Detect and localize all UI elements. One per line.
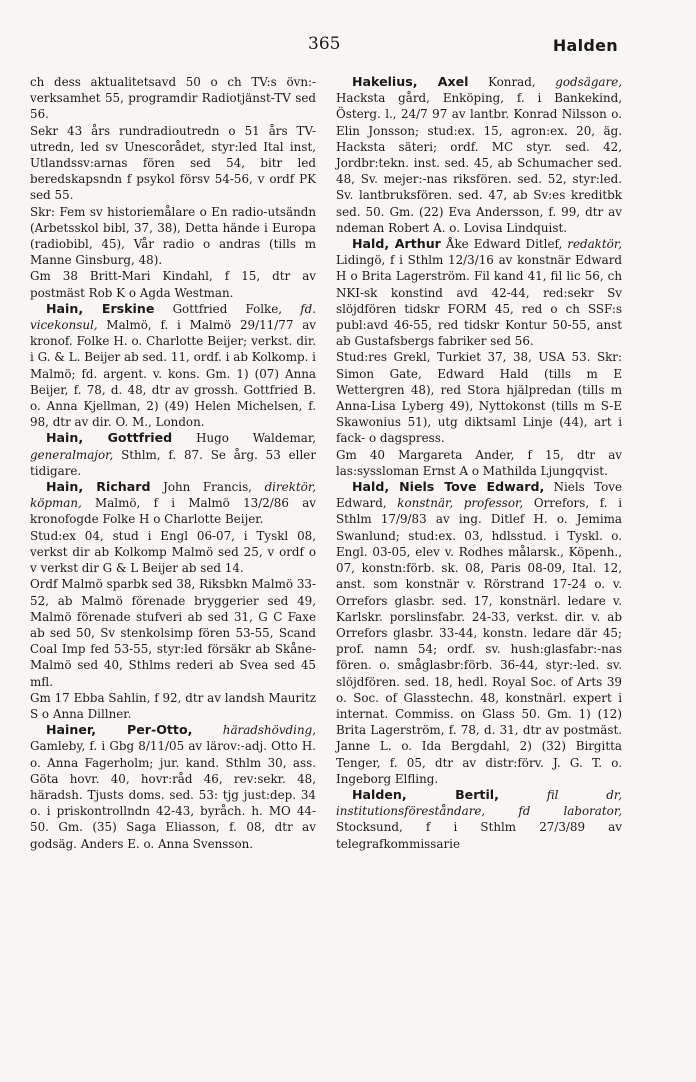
entry-paragraph	[336, 447, 622, 479]
entry-headword: Hald, Niels Tove Edward,	[352, 479, 545, 495]
entry-text: Konrad, godsägare, Hacksta gård, Enköping, f. i Bankekind, Österg. l., 24/7 97 av lantbr. Konrad Nilsson o. Elin Jonsson; stud:ex. 15, agron:ex. 20, äg. Hacksta säteri; ordf. MC styr. sed. 42, Jordbr:tekn. inst. sed. 45, ab Schumacher sed. 48, Sv. mejer:-nas riksfören. sed. 52, styr:led. Sv. lantbruksfören. sed. 47, ab Sv:es kreditbk sed. 50. Gm. (22) Eva Andersson, f. 99, dtr av ndeman Robert A. o. Lovisa Lindquist.	[336, 75, 623, 235]
entry-occupation-italic: generalmajor,	[30, 447, 114, 462]
entry-occupation-italic: fd. vicekonsul,	[30, 301, 317, 333]
biography-entry	[336, 74, 622, 236]
entry-text: Åke Edward Ditlef, redaktör, Lidingö, f i Sthlm 12/3/16 av konstnär Edward H o Brita Lagerström. Fil kand 41, fil lic 56, ch NKI-sk konstind avd 42-44, red:sekr Sv slöjdfören tidskr FORM 45, red o ch SSF:s publ:avd 46-55, red tidskr Kontur 50-55, anst ab Gustafsbergs fabriker sed 56.	[336, 237, 622, 349]
entry-paragraph	[30, 528, 316, 577]
entry-headword: Hald, Arthur	[352, 236, 441, 252]
entry-paragraph	[30, 268, 316, 300]
biography-entry	[336, 479, 622, 787]
page-header	[0, 26, 696, 56]
biography-entry	[336, 787, 622, 852]
biography-entry	[30, 430, 316, 479]
entry-text: Gm 40 Margareta Ander, f 15, dtr av las:syssloman Ernst A o Mathilda Ljungqvist.	[336, 447, 622, 478]
running-head: Halden	[552, 36, 618, 55]
entry-occupation-italic: redaktör,	[567, 237, 622, 252]
entry-text: Ordf Malmö sparbk sed 38, Riksbkn Malmö 33-52, ab Malmö förenade bryggerier sed 49, Malmö förenade stufveri ab sed 31, G C Faxe ab sed 50, Sv stenkolsimp fören 53-55, Scand Coal Imp fed 53-55, styr:led försäkr ab Skåne-Malmö sed 40, Sthlms rederi ab Svea sed 45 mfl.	[30, 577, 316, 689]
entry-headword: Hainer, Per-Otto,	[46, 722, 193, 738]
entry-occupation-italic: konstnär, professor,	[397, 496, 524, 511]
entry-text: Gm 17 Ebba Sahlin, f 92, dtr av landsh Mauritz S o Anna Dillner.	[30, 690, 316, 721]
entry-occupation-italic: häradshövding,	[222, 723, 317, 738]
entry-paragraph	[30, 204, 316, 269]
entry-headword: Hain, Erskine	[46, 300, 155, 316]
entry-paragraph	[30, 123, 316, 204]
entry-paragraph	[336, 349, 622, 446]
biography-entry	[30, 722, 316, 852]
entry-text: John Francis, direktör, köpman, Malmö, f i Malmö 13/2/86 av kronofogde Folke H o Charlotte Beijer.	[30, 480, 316, 527]
entry-paragraph	[30, 74, 316, 123]
entry-headword: Hakelius, Axel	[352, 74, 469, 89]
entry-text: Stud:ex 04, stud i Engl 06-07, i Tyskl 08, verkst dir ab Kolkomp Malmö sed 25, v ordf o v verkst dir G & L Beijer ab sed 14.	[30, 528, 316, 576]
entry-text: Gm 38 Britt-Mari Kindahl, f 15, dtr av postmäst Rob K o Agda Westman.	[30, 269, 316, 300]
entry-text: Gottfried Folke, fd. vicekonsul, Malmö, f. i Malmö 29/11/77 av kronof. Folke H. o. Charlotte Beijer; verkst. dir. i G. & L. Beijer ab sed. 11, ordf. i ab Kolkomp. i Malmö; fd. argent. v. kons. Gm. 1) (07) Anna Beijer, f. 78, d. 48, dtr av grossh. Gottfried B. o. Anna Kjellman, 2) (49) Helen Michelsen, f. 98, dtr av dir. O. M., London.	[30, 301, 317, 430]
entry-text: häradshövding, Gamleby, f. i Gbg 8/11/05 av lärov:-adj. Otto H. o. Anna Fagerholm; jur. kand. Sthlm 30, ass. Göta hovr. 40, hovr:råd 46, rev:sekr. 48, häradsh. Tjusts doms. sed. 53: tjg just:dep. 34 o. i priskontrollndn 42-43, byråch. h. MO 44-50. Gm. (35) Saga Eliasson, f. 08, dtr av godsäg. Anders E. o. Anna Svensson.	[30, 723, 317, 851]
entry-text: Sekr 43 års rundradioutredn o 51 års TV-utredn, led sv Unescorådet, styr:led Ital inst, Utlandssv:arnas fören sed 54, bitr led beredskapsndn f psykol försv 54-56, v ordf PK sed 55.	[30, 123, 316, 203]
entry-text: fil dr, institutionsföreståndare, fd laborator, Stocksund, f i Sthlm 27/3/89 av telegrafkommissarie	[336, 787, 622, 851]
entry-text: ch dess aktualitetsavd 50 o ch TV:s övn:-verksamhet 55, programdir Radiotjänst-TV sed 56.	[30, 75, 316, 122]
biography-entry	[336, 236, 622, 349]
entry-text: Niels Tove Edward, konstnär, professor, Orrefors, f. i Sthlm 17/9/83 av ing. Ditlef H. o. Jemima Swanlund; stud:ex. 03, hdlsstud. i Tyskl. o. Engl. 03-05, elev v. Rodhes målarsk., Köpenh., 07, konstn:förb. sk. 08, Paris 08-09, Ital. 12, anst. som konstnär v. Rörstrand 17-24 o. v. Orrefors glasbr. sed. 17, konstnärl. ledare v. Karlskr. porslinsfabr. 24-33, verkst. dir. v. ab Orrefors glasbr. 33-44, konstn. ledare där 45; prof. namn 54; ordf. sv. hush:glasfabr:-nas fören. o. småglasbr:förb. 36-44, styr:-led. sv. slöjdfören. sed. 18, hedl. Royal Soc. of Arts 39 o. Soc. of Glasstechn. 48, konstnärl. expert i internat. Commiss. on Glass 50. Gm. 1) (12) Brita Lagerström, f. 78, d. 31, dtr av postmäst. Janne L. o. Ida Bergdahl, 2) (32) Birgitta Tenger, f. 05, dtr av distr:förv. J. G. T. o. Ingeborg Elfling.	[336, 480, 622, 786]
entry-occupation-italic: direktör, köpman,	[30, 480, 316, 511]
left-column	[30, 74, 316, 852]
biography-entry	[30, 301, 316, 431]
entry-headword: Halden, Bertil,	[352, 786, 499, 802]
entry-paragraph	[30, 690, 316, 722]
page-number: 365	[308, 34, 341, 54]
entry-occupation-italic: fil dr, institutionsföreståndare, fd laborator,	[336, 787, 622, 819]
entry-headword: Hain, Gottfried	[46, 430, 173, 446]
right-column	[336, 74, 622, 852]
entry-occupation-italic: godsägare,	[555, 75, 623, 89]
entry-paragraph	[30, 576, 316, 689]
entry-text: Stud:res Grekl, Turkiet 37, 38, USA 53. Skr: Simon Gate, Edward Hald (tills m E Wettergren 48), red Stora hjälpredan (tills m Anna-Lisa Lyberg 49), Nyttokonst (tills m S-E Skawonius 51), utg diktsaml Linje (44), art i fack- o dagspress.	[336, 350, 622, 446]
entry-text: Hugo Waldemar, generalmajor, Sthlm, f. 87. Se årg. 53 eller tidigare.	[30, 431, 317, 478]
entry-text: Skr: Fem sv historiemålare o En radio-utsändn (Arbetsskol bibl, 37, 38), Detta hände i Europa (radiobibl, 45), Vår radio o andras (tills m Manne Ginsburg, 48).	[30, 204, 316, 268]
entry-headword: Hain, Richard	[46, 479, 151, 495]
biography-entry	[30, 479, 316, 528]
